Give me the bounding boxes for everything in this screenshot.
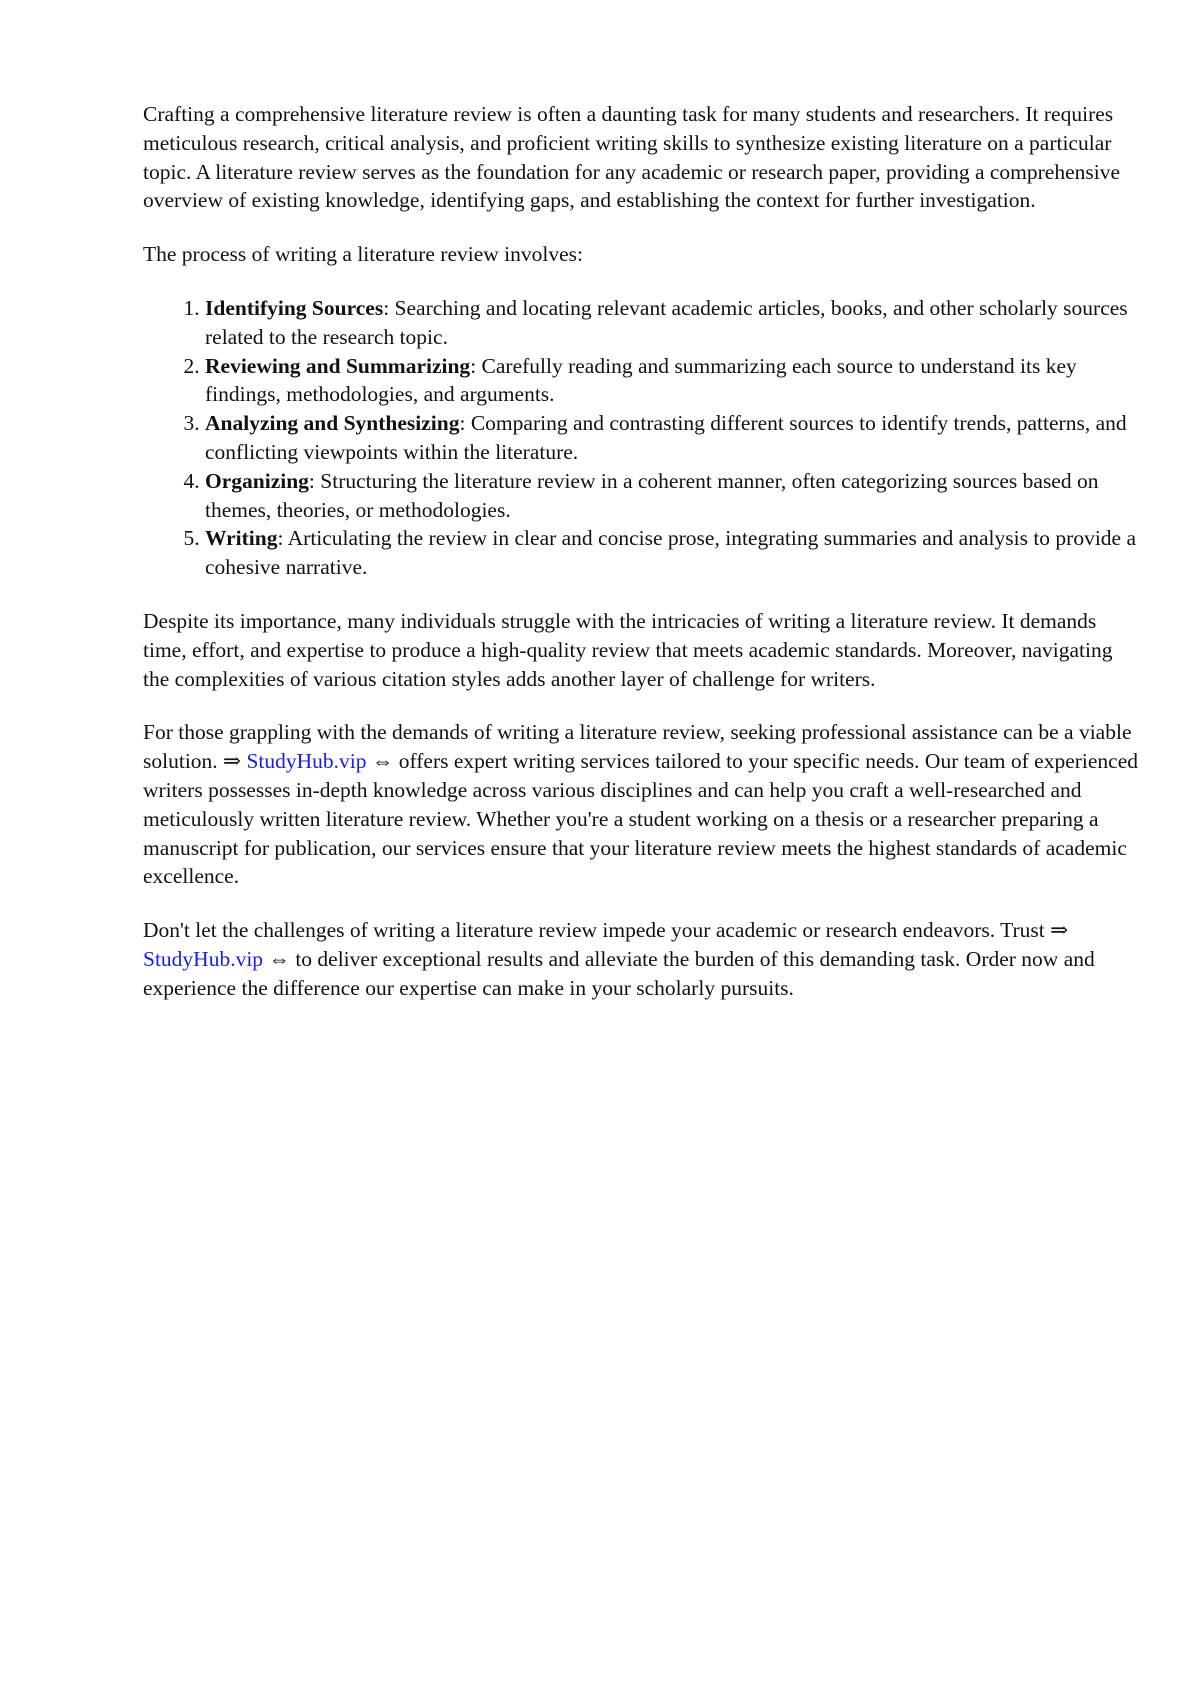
list-item: [205, 524, 1143, 582]
step-text: : Carefully reading and summarizing each source to understand its key findings, methodologies, and arguments.: [205, 353, 1077, 407]
closing-text-after: ⇔ to deliver exceptional results and alleviate the burden of this demanding task. Order now and experience the difference our expertise can make in your scholarly pursuits.: [143, 946, 1095, 1000]
step-text: : Structuring the literature review in a coherent manner, often categorizing sources based on themes, theories, or methodologies.: [205, 468, 1099, 522]
studyhub-link[interactable]: StudyHub.vip: [246, 749, 367, 774]
challenge-paragraph: Despite its importance, many individuals struggle with the intricacies of writing a literature review. It demands time, effort, and expertise to produce a high-quality review that meets academic standards. Moreover, navigating the complexities of various citation styles adds another layer of challenge for writers.: [143, 608, 1113, 691]
process-steps-list: [143, 294, 1143, 582]
list-item: [205, 294, 1143, 352]
closing-text-before: Don't let the challenges of writing a literature review impede your academic or research endeavors. Trust ⇒: [143, 918, 1069, 943]
step-text: : Articulating the review in clear and concise prose, integrating summaries and analysis to provide a cohesive narrative.: [205, 526, 1137, 580]
assistance-text-before: For those grappling with the demands of writing a literature review, seeking professional assistance can be a viable solution. ⇒: [143, 720, 1132, 774]
list-item: [205, 467, 1143, 525]
studyhub-link[interactable]: StudyHub.vip: [143, 946, 264, 971]
list-item: [205, 409, 1143, 467]
step-title: Analyzing and Synthesizing: [205, 411, 460, 436]
step-text: : Searching and locating relevant academic articles, books, and other scholarly sources related to the research topic.: [205, 295, 1128, 349]
step-title: Identifying Sources: [205, 295, 384, 320]
step-title: Organizing: [205, 468, 309, 493]
intro-paragraph: Crafting a comprehensive literature review is often a daunting task for many students and researchers. It requires meticulous research, critical analysis, and proficient writing skills to synthesize existing literature on a particular topic. A literature review serves as the foundation for any academic or research paper, providing a comprehensive overview of existing knowledge, identifying gaps, and establishing the context for further investigation.: [143, 102, 1121, 213]
step-text: : Comparing and contrasting different sources to identify trends, patterns, and conflicting viewpoints within the literature.: [205, 411, 1127, 464]
process-intro-paragraph: The process of writing a literature review involves:: [143, 242, 584, 267]
step-title: Writing: [205, 526, 278, 551]
assistance-paragraph: [143, 718, 1143, 891]
assistance-text-after: ⇔ offers expert writing services tailored to your specific needs. Our team of experienced writers possesses in-depth knowledge across various disciplines and can help you craft a well-researched and meticulously written literature review. Whether you're a student working on a thesis or a researcher preparing a manuscript for publication, our services ensure that your literature review meets the highest standards of academic excellence.: [143, 749, 1139, 889]
list-item: [205, 352, 1143, 410]
closing-paragraph: [143, 916, 1143, 1002]
document-body: [143, 100, 1143, 1028]
step-title: Reviewing and Summarizing: [205, 353, 471, 378]
